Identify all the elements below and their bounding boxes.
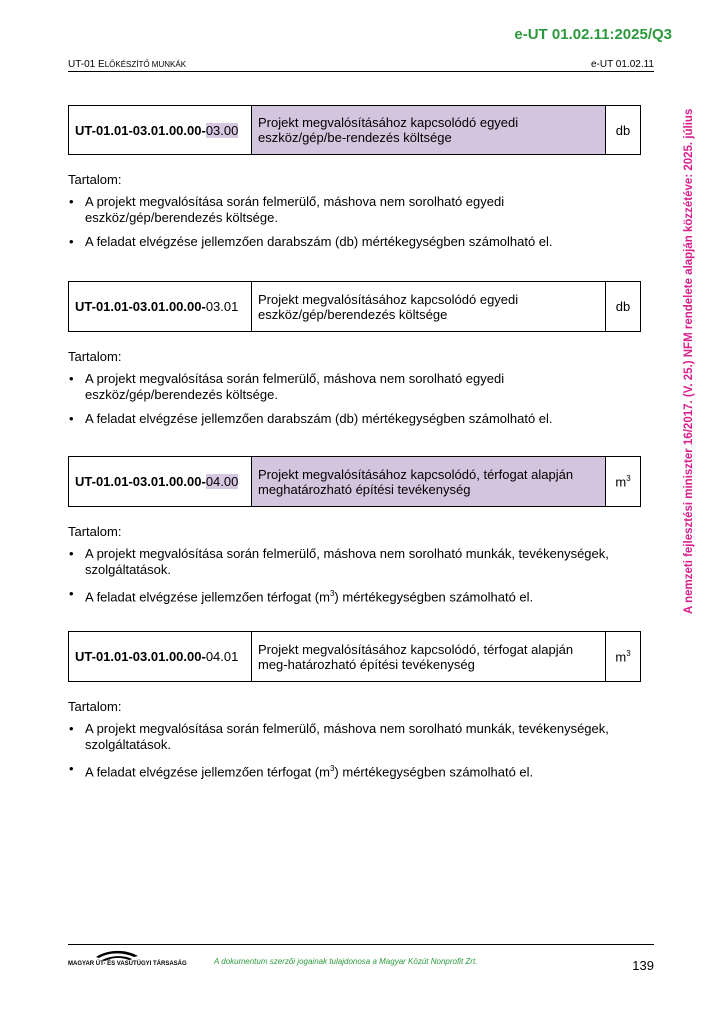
- footer-rule: [68, 944, 654, 945]
- content-list: [68, 721, 658, 780]
- content-list: [68, 371, 658, 427]
- text-part: A feladat elvégzése jellemzően térfogat (m: [85, 589, 330, 605]
- item-section-1: [68, 105, 658, 258]
- list-item: [68, 586, 645, 605]
- item-unit: [606, 457, 641, 507]
- code-main: UT-01.01-03.01.00.00-: [75, 122, 206, 138]
- item-code: [69, 282, 252, 332]
- content-label: Tartalom:: [68, 699, 122, 714]
- code-suffix: 04.00: [205, 474, 239, 489]
- item-table: [68, 631, 641, 682]
- side-publication-note: A nemzeti fejlesztési miniszter 16/2017. (V. 25.) NFM rendelete alapján közzétéve: 2025. július: [683, 108, 695, 614]
- item-code: [69, 106, 252, 155]
- item-table: [68, 281, 641, 332]
- unit-exponent: 3: [626, 648, 631, 658]
- code-suffix: 03.00: [205, 122, 239, 138]
- list-item: [68, 761, 645, 780]
- society-logo-icon: [68, 948, 164, 972]
- document-code: e-UT 01.02.11:2025/Q3: [514, 26, 672, 43]
- list-item: • A projekt megvalósítása során felmerülő, máshova nem sorolható munkák, tevékenységek, szolgáltatások.: [68, 721, 645, 753]
- code-suffix: 03.01: [205, 299, 239, 314]
- list-item: • A feladat elvégzése jellemzően darabszám (db) mértékegységben számolható el.: [68, 411, 645, 427]
- list-item: • A feladat elvégzése jellemzően darabszám (db) mértékegységben számolható el.: [68, 234, 645, 250]
- running-header-right: e-UT 01.02.11: [590, 59, 654, 70]
- header-left-smallcaps: LŐKÉSZÍTŐ MUNKÁK: [104, 60, 187, 69]
- header-rule: [68, 71, 654, 72]
- item-unit: db: [606, 282, 641, 332]
- unit-exponent: 3: [626, 473, 631, 483]
- item-code: [69, 457, 252, 507]
- header-left-prefix: UT-01 E: [68, 59, 105, 70]
- item-unit: [606, 632, 641, 682]
- list-item: • A projekt megvalósítása során felmerülő, máshova nem sorolható egyedi eszköz/gép/berendezés költsége.: [68, 371, 645, 403]
- list-item: • A projekt megvalósítása során felmerülő, máshova nem sorolható munkák, tevékenységek, szolgáltatások.: [68, 546, 645, 578]
- page-number: 139: [632, 958, 654, 973]
- item-name: Projekt megvalósításához kapcsolódó, térfogat alapján meg-határozható építési tevékenység: [252, 632, 606, 682]
- exponent: 3: [329, 589, 335, 598]
- text-part: A feladat elvégzése jellemzően térfogat (m: [85, 764, 330, 780]
- item-table: [68, 456, 641, 507]
- text-part: ) mértékegységben számolható el.: [334, 764, 534, 780]
- copyright-note: A dokumentum szerzői jogainak tulajdonosa a Magyar Közút Nonprofit Zrt.: [214, 957, 478, 966]
- content-label: Tartalom:: [68, 172, 122, 187]
- code-suffix: 04.01: [205, 649, 239, 664]
- content-label: Tartalom:: [68, 524, 122, 539]
- running-header-left: [68, 59, 186, 70]
- code-main: UT-01.01-03.01.00.00-: [75, 474, 206, 489]
- item-name: Projekt megvalósításához kapcsolódó egyedi eszköz/gép/berendezés költsége: [252, 282, 606, 332]
- code-main: UT-01.01-03.01.00.00-: [75, 649, 206, 664]
- item-section-3: [68, 456, 658, 613]
- item-name: Projekt megvalósításához kapcsolódó egyedi eszköz/gép/be-rendezés költsége: [252, 106, 606, 155]
- content-label: Tartalom:: [68, 349, 122, 364]
- content-list: [68, 546, 658, 605]
- content-list: [68, 194, 658, 250]
- unit-base: m: [615, 649, 627, 665]
- item-table: [68, 105, 641, 155]
- item-section-4: [68, 631, 658, 788]
- item-unit: db: [606, 106, 641, 155]
- item-name: Projekt megvalósításához kapcsolódó, térfogat alapján meghatározható építési tevékenység: [252, 457, 606, 507]
- code-main: UT-01.01-03.01.00.00-: [75, 299, 206, 314]
- list-item: • A projekt megvalósítása során felmerülő, máshova nem sorolható egyedi eszköz/gép/berendezés költsége.: [68, 194, 645, 226]
- exponent: 3: [329, 764, 335, 773]
- society-logo-text: MAGYAR ÚT- ÉS VASÚTÜGYI TÁRSASÁG: [68, 961, 187, 967]
- item-code: [69, 632, 252, 682]
- text-part: ) mértékegységben számolható el.: [334, 589, 534, 605]
- item-section-2: [68, 281, 658, 435]
- unit-base: m: [615, 474, 627, 490]
